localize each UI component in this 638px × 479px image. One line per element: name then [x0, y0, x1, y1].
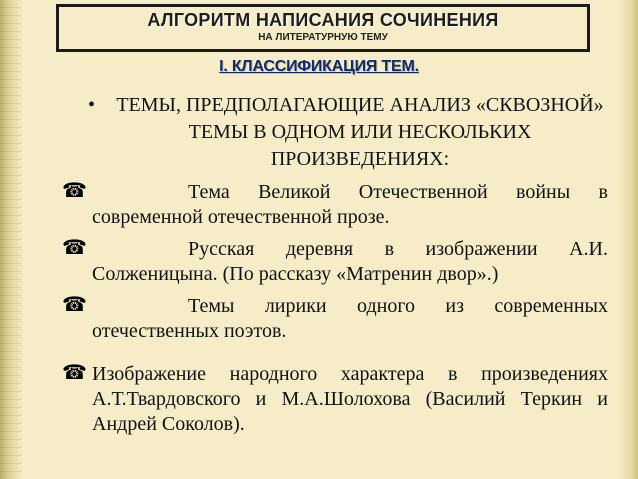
list-item [0, 362, 638, 437]
telephone-icon: ☎ [62, 237, 87, 259]
list-item [0, 180, 638, 230]
telephone-icon: ☎ [62, 294, 87, 316]
title-box [56, 4, 590, 52]
telephone-icon: ☎ [62, 180, 87, 202]
telephone-icon: ☎ [62, 362, 87, 384]
bullet-item [88, 92, 620, 173]
bullet-marker: • [88, 94, 96, 116]
slide-title: АЛГОРИТМ НАПИСАНИЯ СОЧИНЕНИЯ [147, 10, 499, 30]
bullet-text: ТЕМЫ, ПРЕДПОЛАГАЮЩИЕ АНАЛИЗ «СКВОЗНОЙ» ТЕМЫ В ОДНОМ ИЛИ НЕСКОЛЬКИХ ПРОИЗВЕДЕНИЯХ: [116, 94, 604, 170]
list-item-text: Русская деревня в изображении А.И. Солженицына. (По рассказу «Матренин двор».) [92, 238, 608, 285]
list-item [0, 294, 638, 344]
section-heading: I. КЛАССИФИКАЦИЯ ТЕМ. [219, 58, 419, 75]
list-item [0, 237, 638, 287]
list-item-text: Темы лирики одного из современных отечественных поэтов. [92, 295, 608, 342]
list-item-text: Изображение народного характера в произведениях А.Т.Твардовского и М.А.Шолохова (Василий Теркин и Андрей Соколов). [92, 363, 608, 435]
slide-subtitle: НА ЛИТЕРАТУРНУЮ ТЕМУ [258, 32, 388, 43]
list-item-text: Тема Великой Отечественной войны в современной отечественной прозе. [92, 181, 608, 228]
